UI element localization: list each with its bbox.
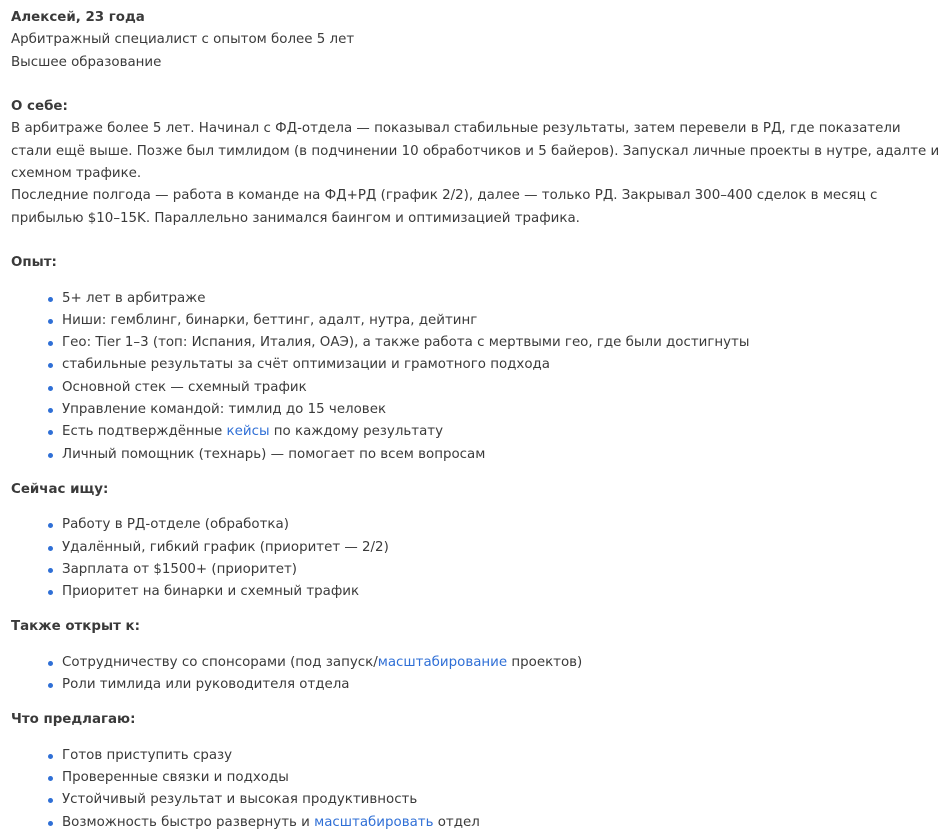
job-title: Арбитражный специалист с опытом более 5 лет xyxy=(11,32,355,48)
bullet-icon xyxy=(48,453,53,458)
bullet-icon xyxy=(48,297,53,302)
open-to-list xyxy=(11,652,943,697)
list-item: Есть подтверждённые кейсы по каждому результату xyxy=(48,421,943,443)
list-item: Сотрудничеству со спонсорами (под запуск/масштабирование проектов) xyxy=(48,652,943,674)
bullet-icon xyxy=(48,319,53,324)
seeking-list xyxy=(11,514,943,603)
name-age: Алексей, 23 года xyxy=(11,10,145,25)
experience-heading: Опыт: xyxy=(11,255,57,271)
offer-heading: Что предлагаю: xyxy=(11,712,136,728)
list-item: 5+ лет в арбитраже xyxy=(48,288,943,310)
bullet-icon xyxy=(48,386,53,391)
list-item: Возможность быстро развернуть и масштабировать отдел xyxy=(48,812,943,834)
bullet-icon xyxy=(48,341,53,346)
cases-link[interactable]: кейсы xyxy=(226,424,270,440)
list-item: Управление командой: тимлид до 15 человек xyxy=(48,399,943,421)
bullet-icon xyxy=(48,821,53,826)
bullet-icon xyxy=(48,363,53,368)
bullet-icon xyxy=(48,546,53,551)
list-item: Гео: Tier 1–3 (топ: Испания, Италия, ОАЭ), а также работа с мертвыми гео, где были достигнуты xyxy=(48,332,943,354)
education: Высшее образование xyxy=(11,54,162,70)
list-item: Основной стек — схемный трафик xyxy=(48,377,943,399)
bullet-icon xyxy=(48,754,53,759)
bullet-icon xyxy=(48,568,53,573)
bullet-icon xyxy=(48,798,53,803)
about-paragraph-2: Последние полгода — работа в команде на ФД+РД (график 2/2), далее — только РД. Закрывал 300–400 сделок в месяц с прибылью $10–15K. Параллельно занимался баингом и оптимизацией трафика. xyxy=(11,188,878,226)
list-item: Личный помощник (технарь) — помогает по всем вопросам xyxy=(48,444,943,466)
list-item: Удалённый, гибкий график (приоритет — 2/2) xyxy=(48,537,943,559)
list-item: Роли тимлида или руководителя отдела xyxy=(48,674,943,696)
bullet-icon xyxy=(48,523,53,528)
bullet-icon xyxy=(48,590,53,595)
scaling-link[interactable]: масштабирование xyxy=(377,654,508,670)
open-to-heading: Также открыт к: xyxy=(11,619,140,635)
list-item: Работу в РД-отделе (обработка) xyxy=(48,514,943,536)
list-item: Готов приступить сразу xyxy=(48,745,943,767)
offer-list xyxy=(11,745,943,834)
list-item: Проверенные связки и подходы xyxy=(48,767,943,789)
resume-document xyxy=(11,7,943,834)
about-heading: О себе: xyxy=(11,99,68,115)
scale-link[interactable]: масштабировать xyxy=(314,814,434,830)
list-item: Ниши: гемблинг, бинарки, беттинг, адалт, нутра, дейтинг xyxy=(48,310,943,332)
bullet-icon xyxy=(48,661,53,666)
list-item: стабильные результаты за счёт оптимизации и грамотного подхода xyxy=(48,354,943,376)
list-item: Зарплата от $1500+ (приоритет) xyxy=(48,559,943,581)
bullet-icon xyxy=(48,408,53,413)
bullet-icon xyxy=(48,683,53,688)
list-item: Приоритет на бинарки и схемный трафик xyxy=(48,581,943,603)
bullet-icon xyxy=(48,776,53,781)
experience-list xyxy=(11,288,943,466)
about-paragraph-1: В арбитраже более 5 лет. Начинал с ФД-отдела — показывал стабильные результаты, затем перевели в РД, где показатели стали ещё выше. Позже был тимлидом (в подчинении 10 обработчиков и 5 байеров). Запускал личные проекты в нутре, адалте и схемном трафике. xyxy=(11,121,940,182)
bullet-icon xyxy=(48,430,53,435)
seeking-heading: Сейчас ищу: xyxy=(11,481,109,497)
list-item: Устойчивый результат и высокая продуктивность xyxy=(48,789,943,811)
